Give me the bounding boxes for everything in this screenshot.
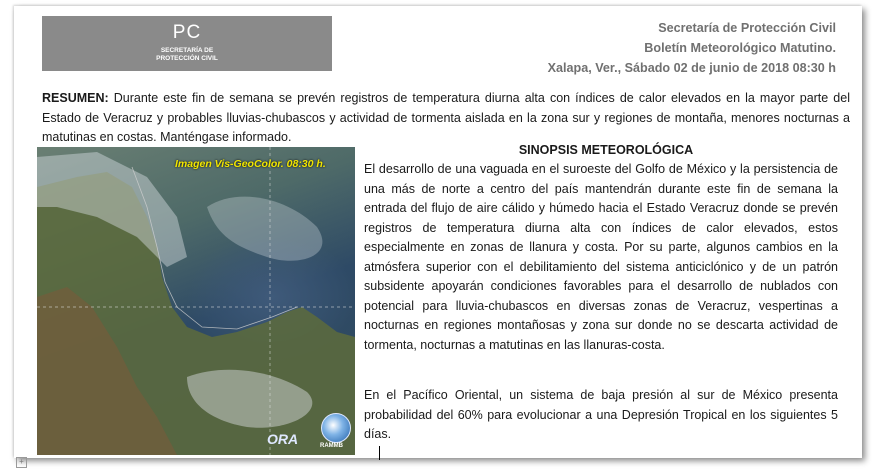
rammb-seal-icon	[321, 413, 351, 443]
synopsis-paragraph-1: El desarrollo de una vaguada en el suroeste del Golfo de México y la persistencia de una más de norte a centro del país mantendrán durante este fin de semana la entrada del flujo de aire cálido y húmedo hacia el Estado Veracruz donde se prevén registros de temperatura diurna alta con índices de calor elevados, estos especialmente en zonas de llanura y costa. Por su parte, algunos cambios en la atmósfera superior con el debilitamiento del sistema anticiclónico y de un patrón subsidente apoyarán condiciones favorables para el desarrollo de nublados con potencial para lluvia-chubascos en diversas zonas de Veracruz, vespertinas a nocturnas en regiones montañosas y zona sur donde no se descarta actividad de tormenta, nocturnas a matutinas en las llanuras-costa.	[364, 162, 838, 352]
logo-name	[42, 47, 332, 63]
satellite-caption: Imagen Vis-GeoColor. 08:30 h.	[175, 158, 326, 170]
synopsis-title: SINOPSIS METEOROLÓGICA	[518, 143, 694, 157]
pc-logo	[42, 16, 332, 71]
logo-abbreviation: PC	[172, 22, 202, 43]
summary-text: Durante este fin de semana se prevén registros de temperatura diurna alta con índices de calor elevados en la mayor parte del Estado de Veracruz y probables lluvias-chubascos y actividad de tormenta aislada en la zona sur y regiones de montaña, menores nocturnas a matutinas en costas. Manténgase informado.	[42, 91, 850, 144]
table-move-handle-icon[interactable]: +	[16, 457, 27, 468]
logo-name-line1: SECRETARÍA DE	[160, 47, 214, 54]
summary-paragraph	[42, 89, 850, 148]
header-date: Xalapa, Ver., Sábado 02 de junio de 2018 08:30 h	[547, 61, 836, 75]
text-cursor[interactable]	[379, 446, 380, 460]
rammb-label: RAMMB	[320, 443, 343, 449]
satellite-image	[37, 147, 355, 455]
logo-name-line2: PROTECCIÓN CIVIL	[156, 55, 218, 62]
header-agency: Secretaría de Protección Civil	[658, 21, 836, 35]
bulletin-header	[548, 18, 836, 78]
noaa-logo: ORA	[267, 431, 299, 447]
summary-label: RESUMEN:	[42, 91, 109, 105]
synopsis-paragraph-2: En el Pacífico Oriental, un sistema de baja presión al sur de México presenta probabilidad del 60% para evolucionar a una Depresión Tropical en los siguientes 5 días.	[364, 388, 838, 441]
satellite-map-drawing	[37, 147, 355, 455]
header-bulletin-title: Boletín Meteorológico Matutino.	[644, 41, 836, 55]
cloud-cluster-east	[207, 197, 322, 261]
